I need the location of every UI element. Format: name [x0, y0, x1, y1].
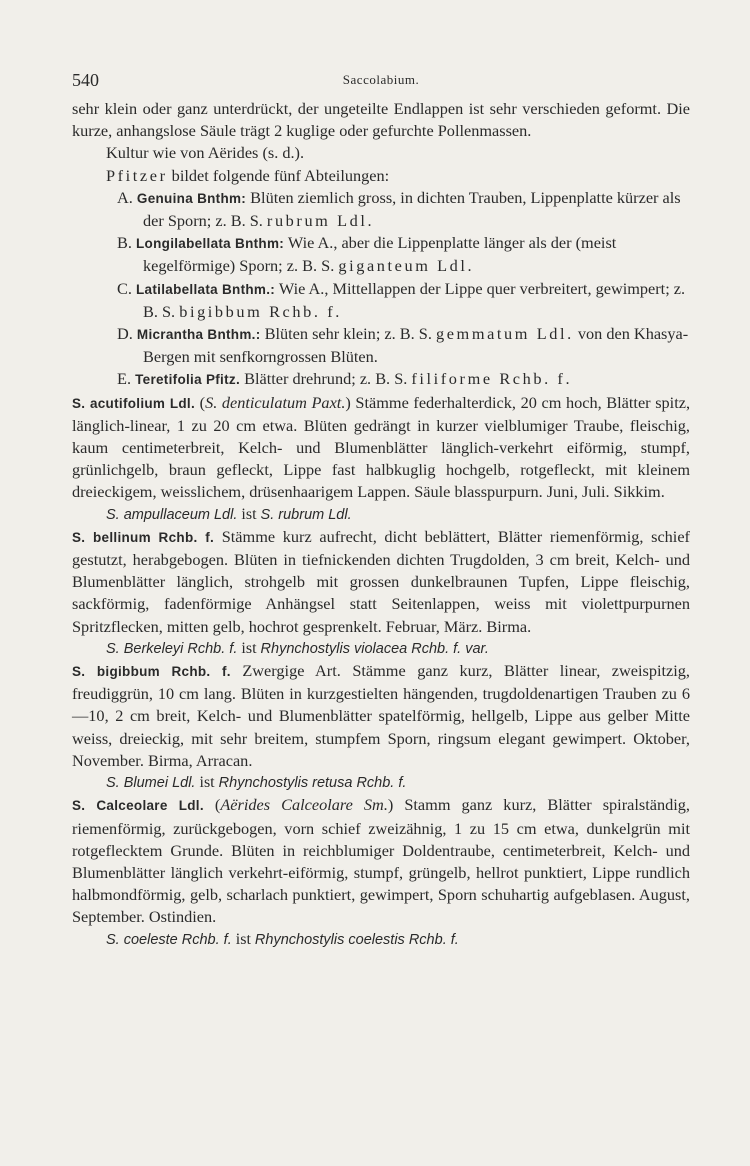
paragraph [72, 98, 690, 142]
page-header [72, 70, 690, 92]
text-run: ) Stamm ganz kurz, Blätter spiralständig, riemenförmig, zurückgebogen, vorn schief zweizähnig, 1 zu 15 cm etwa, dunkelgrün mit rotgeflecktem Grunde. Blüten in reichblumiger Doldentraube, centimeterbreit, Kelch- und Blumenblätter länglich verkehrt-eiförmig, stumpf, grüngelb, hellrot punktiert, Lippe rundlich halbmondförmig, gelb, scharlach punktiert, gewimpert, Sporn schuhartig aufgeblasen. August, September. Ostindien. [72, 795, 690, 927]
text-run: A. [117, 187, 137, 207]
text-run: Kultur wie von Aërides (s. d.). [106, 143, 305, 163]
synonym-line [72, 772, 690, 794]
spaced-name: Pfitzer [106, 165, 168, 185]
text-run: bildet folgende fünf Abteilungen: [167, 165, 390, 185]
spaced-name: giganteum Ldl. [338, 256, 475, 276]
page-body [72, 98, 690, 951]
paragraph [72, 187, 690, 232]
spaced-name: rubrum Ldl. [266, 211, 375, 231]
text-run: Zwergige Art. Stämme ganz kurz, Blätter linear, zweispitzig, freudiggrün, 10 cm lang. Blüten in kurzgestielten hängenden, trugdoldenartigen Trauben zu 6—10, 2 cm breit, Kelch- und Blumenblätter spatelförmig, hellgelb, Lippe aus gelber Mitte weiss, dreieckig, mit sehr breitem, stumpfem Sporn, ringsum elegant gewimpert. Oktober, November. Birma, Arracan. [72, 661, 690, 770]
spaced-name: gemmatum Ldl. [435, 324, 574, 344]
synonym-line [72, 929, 690, 951]
text-run: Rhynchostylis violacea Rchb. f. var. [256, 640, 489, 657]
text-run: D. [117, 324, 137, 344]
text-run: Stämme kurz aufrecht, dicht beblättert, Blätter riemenförmig, schief gestutzt, herabgebogen. Blüten in tiefnickenden dichten Trugdolden, 3 cm breit, Kelch- und Blumenblätter länglich, strohgelb mit grossen dunkelbraunen Tupfen, Lippe fleischig, sackförmig, fadenförmige Anhängsel statt Seitenlappen, weiss mit violettpurpurnen Spritzflecken, mitten gelb, hochrot gesprenkelt. Februar, März. Birma. [72, 526, 690, 636]
text-run: ist [199, 774, 215, 792]
paragraph [72, 526, 690, 638]
text-run: C. [117, 278, 137, 298]
running-title: Saccolabium. [342, 72, 420, 87]
text-run: ( [195, 392, 206, 412]
paragraph [72, 794, 690, 928]
species-name: S. bigibbum Rchb. f. [72, 664, 231, 680]
text-run: ist [241, 639, 257, 657]
species-name: S. Calceolare Ldl. [72, 798, 204, 814]
species-name: S. bellinum Rchb. f. [72, 529, 215, 545]
species-name: S. acutifolium Ldl. [72, 395, 196, 411]
species-name: Micrantha Bnthm.: [136, 327, 261, 343]
text-run: E. [117, 369, 136, 389]
synonym-italic: S. denticulatum Paxt. [205, 392, 346, 412]
text-run: S. Blumei Ldl. [106, 775, 200, 792]
paragraph [72, 323, 690, 368]
page-number: 540 [72, 70, 99, 90]
species-name: Genuina Bnthm: [136, 190, 247, 206]
synonym-line [72, 504, 690, 526]
text-run: von den Khasya-Bergen mit senfkorngrossen Blüten. [143, 324, 689, 367]
text-run: sehr klein oder ganz unterdrückt, der ungeteilte Endlappen ist sehr verschieden geformt. Die kurze, anhangslose Säule trägt 2 kuglige oder gefurchte Pollenmassen. [72, 99, 690, 141]
text-run: Wie A., Mittellappen der Lippe quer verbreitert, gewimpert; z. B. S. [143, 278, 686, 321]
text-run: Blätter drehrund; z. B. S. [240, 369, 412, 389]
paragraph [72, 165, 690, 187]
text-run: Rhynchostylis coelestis Rchb. f. [250, 931, 459, 948]
text-run: B. [117, 233, 137, 253]
paragraph [72, 660, 690, 772]
text-run: Blüten ziemlich gross, in dichten Trauben, Lippenplatte kürzer als der Sporn; z. B. S. [143, 187, 681, 231]
text-run: S. rubrum Ldl. [256, 506, 352, 523]
paragraph [72, 368, 690, 391]
species-name: Latilabellata Bnthm.: [136, 281, 276, 297]
synonym-italic: Aërides Calceolare Sm. [220, 795, 388, 815]
text-run: Wie A., aber die Lippenplatte länger als der (meist kegelförmige) Sporn; z. B. S. [143, 233, 617, 276]
synonym-line [72, 638, 690, 660]
text-run: S. ampullaceum Ldl. [106, 506, 242, 523]
text-run: ( [203, 795, 221, 815]
text-run: ) Stämme federhalterdick, 20 cm hoch, Blätter spitz, länglich-linear, 1 zu 20 cm etwa. Blüten gedrängt in kurzer vielblumiger Traube, fleischig, kaum centimeterbreit, Kelch- und Blumenblätter länglich-verkehrt eiförmig, stumpf, grünlichgelb, braun gefleckt, Lippe fast halbkuglig hochgelb, rotgefleckt, mit kleinem dreieckigem, weisslichem, drüsenhaarigem Lappen. Säule blasspurpurn. Juni, Juli. Sikkim. [72, 392, 691, 502]
spaced-name: filiforme Rchb. f. [411, 369, 573, 389]
text-run: Rhynchostylis retusa Rchb. f. [214, 775, 407, 792]
paragraph [72, 232, 690, 277]
paragraph [72, 392, 690, 504]
species-name: Longilabellata Bnthm: [136, 236, 285, 252]
species-name: Teretifolia Pfitz. [135, 372, 241, 388]
text-run: ist [235, 930, 251, 948]
text-run: ist [241, 505, 257, 523]
text-run: S. Berkeleyi Rchb. f. [106, 640, 242, 657]
text-run: Blüten sehr klein; z. B. S. [260, 324, 436, 344]
paragraph [72, 278, 690, 323]
text-run: S. coeleste Rchb. f. [106, 931, 236, 948]
spaced-name: bigibbum Rchb. f. [179, 301, 342, 321]
paragraph [72, 142, 690, 164]
